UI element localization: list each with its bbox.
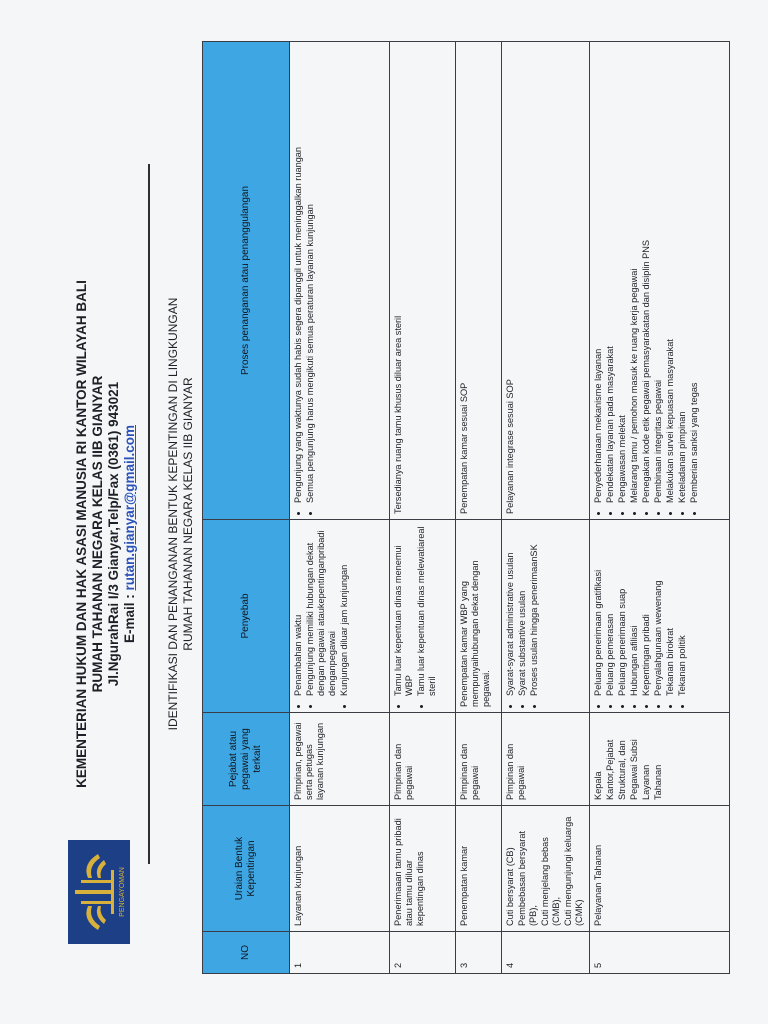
list-item: • Pengawasan melekat <box>617 47 628 503</box>
row-uraian <box>502 806 590 932</box>
text-line: Cuti bersyarat (CB) <box>505 847 515 926</box>
table-row <box>390 42 456 974</box>
header-no: NO <box>203 932 290 974</box>
conflict-of-interest-table <box>202 41 730 974</box>
header-penyebab: Penyebab <box>203 520 290 713</box>
row-proses <box>290 42 390 520</box>
row-uraian: Penempatan kamar <box>456 806 502 932</box>
title-line-1: IDENTIFIKASI DAN PENANGANAN BENTUK KEPENTINGAN DI LINGKUNGAN <box>166 297 180 731</box>
list-item: • Pengunjung memiliki hubungan dekat dengan pegawai ataukepentinganpribadi denganpegawai <box>305 525 338 696</box>
list-item: • Melarang tamu / pemohon masuk ke ruang kerja pegawai <box>629 47 640 503</box>
row-pejabat <box>590 713 730 806</box>
list-item: • Syarat-syarat administrative usulan <box>505 525 516 696</box>
list-item: • Peluang penerimaan gratifikasi <box>593 525 604 696</box>
list-item: • Melakukan survei kepuasan masyarakat <box>665 47 676 503</box>
ministry-logo <box>68 840 130 944</box>
row-no: 5 <box>590 932 730 974</box>
row-pejabat: Pimpinan, pegawai serta petugas layanan kunjungan <box>290 713 390 806</box>
institution-name: RUMAH TAHANAN NEGARA KELAS IIB GIANYAR <box>89 375 105 693</box>
text-line: Tahanan <box>653 764 664 800</box>
row-penyebab: Penempatan kamar WBP yang mempunyaihubungan dekat dengan pegawai. <box>456 520 502 713</box>
text-line: Cuti mengunjungi keluarga (CMK) <box>563 816 585 926</box>
table-row <box>290 42 390 974</box>
table-row <box>590 42 730 974</box>
ministry-name: KEMENTERIAN HUKUM DAN HAK ASASI MANUSIA RI KANTOR WILAYAH BALI <box>74 280 89 788</box>
list-item: • Proses usulan hingga penerimaanSK <box>529 525 540 696</box>
document-title <box>166 164 196 864</box>
text-line: Struktural, dan <box>617 740 628 800</box>
email-link[interactable]: rutan.gianyar@gmail.com <box>121 425 137 591</box>
text-line: Kepala <box>593 771 604 800</box>
header-proses: Proses penanganan atau penanggulangan <box>203 42 290 520</box>
list-item: • Tamu luar kepentuan dinas melewatiareal steril <box>416 525 438 696</box>
text-line: Pegawai Subsi <box>629 739 640 800</box>
table-header-row <box>203 42 290 974</box>
row-pejabat: Pimpinan dan pegawai <box>456 713 502 806</box>
letterhead <box>74 254 138 814</box>
row-penyebab <box>290 520 390 713</box>
row-no: 3 <box>456 932 502 974</box>
text-line: Kantor,Pejabat <box>605 739 616 800</box>
list-item: • Peluang pemerasan <box>605 525 616 696</box>
list-item: • Peluang penerimaan suap <box>617 525 628 696</box>
title-line-2: RUMAH TAHANAN NEGARA KELAS IIB GIANYAR <box>181 377 195 651</box>
row-pejabat: Pimpinan dan pegawai <box>390 713 456 806</box>
table-row <box>456 42 502 974</box>
letterhead-divider <box>148 164 150 864</box>
table-row <box>502 42 590 974</box>
list-item: • Penambahan waktu <box>293 525 304 696</box>
text-line: Pembebasan bersyarat (PB), <box>517 831 539 926</box>
list-item: • Tekanan birokrat <box>665 525 676 696</box>
list-item: • Kepentingan pribadi <box>641 525 652 696</box>
email-line <box>122 254 138 814</box>
row-proses: Penempatan kamar sesuai SOP <box>456 42 502 520</box>
row-penyebab <box>590 520 730 713</box>
row-no: 2 <box>390 932 456 974</box>
row-uraian: Layanan kunjungan <box>290 806 390 932</box>
text-line: Cuti menjelang bebas (CMB), <box>540 837 562 926</box>
row-penyebab <box>502 520 590 713</box>
list-item: • Hubungan afiliasi <box>629 525 640 696</box>
list-item: • Pendekatan layanan pada masyarakat <box>605 47 616 503</box>
row-proses <box>590 42 730 520</box>
row-proses: Tersedianya ruang tamu khusus diluar area steril <box>390 42 456 520</box>
list-item: • Tamu luar kepentuan dinas menemui WBP <box>393 525 415 696</box>
list-item: • Penegakan kode etik pegawai pemasyarakatan dan disiplin PNS <box>641 47 652 503</box>
list-item: • Pemberian sanksi yang tegas <box>689 47 700 503</box>
row-no: 4 <box>502 932 590 974</box>
list-item: • Keteladanan pimpinan <box>677 47 688 503</box>
list-item: • Penyederhanaan mekanisme layanan <box>593 47 604 503</box>
institution-address: Jl.NgurahRai I/3 Gianyar,Telp/Fax (0361) 943021 <box>105 381 121 687</box>
list-item: • Penyalahgunaan wewenang <box>653 525 664 696</box>
email-label: E-mail : <box>121 594 137 643</box>
row-uraian: Pelayanan Tahanan <box>590 806 730 932</box>
list-item: • Syarat substantive usulan <box>517 525 528 696</box>
row-penyebab <box>390 520 456 713</box>
list-item: • Tekanan politik <box>677 525 688 696</box>
list-item: • Semua pengunjung harus mengikuti semua peraturan layanan kunjungan <box>305 47 316 503</box>
row-pejabat: Pimpinan dan pegawai <box>502 713 590 806</box>
list-item: • Kunjungan diluar jam kunjungan <box>339 525 350 696</box>
header-uraian: Uraian Bentuk Kepentingan <box>203 806 290 932</box>
header-pejabat: Pejabat atau pegawai yang terkait <box>203 713 290 806</box>
list-item: • Pengunjung yang waktunya sudah habis segera dipanggil untuk meninggalkan ruangan <box>293 47 304 503</box>
row-no: 1 <box>290 932 390 974</box>
logo-text: PENGAYOMAN <box>119 867 126 917</box>
row-proses: Pelayanan integrase sesuai SOP <box>502 42 590 520</box>
row-uraian: Penerimaaan tamu pribadi atau tamu diluar kepentingan dinas <box>390 806 456 932</box>
list-item: • Pembinaan integritas pegawai <box>653 47 664 503</box>
text-line: Layanan <box>641 764 652 800</box>
